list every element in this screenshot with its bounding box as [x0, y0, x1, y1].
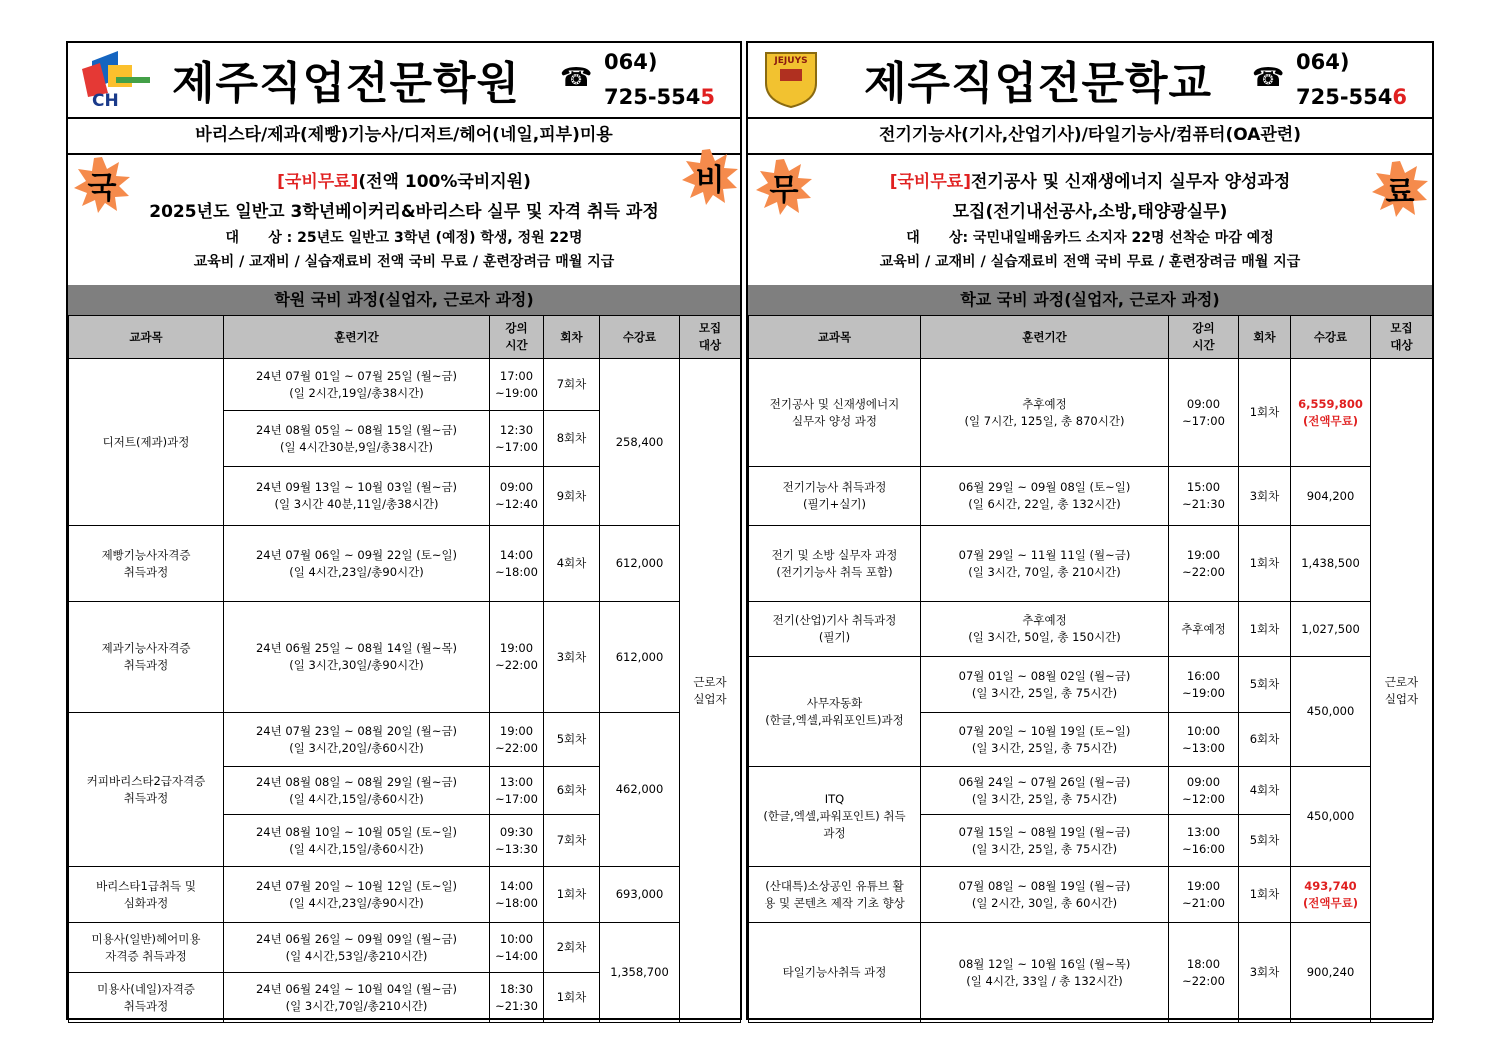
- course-name: 제빵기능사자격증 취득과정: [69, 526, 224, 602]
- phone-main: 725-554: [1296, 85, 1393, 109]
- time: 16:00 ~19:00: [1169, 657, 1239, 713]
- time: 19:00 ~22:00: [1169, 526, 1239, 602]
- phone-icon: ☎: [1252, 63, 1285, 93]
- round: 1회차: [1239, 359, 1291, 467]
- fee: 612,000: [600, 526, 680, 602]
- school-course-table: [748, 315, 1433, 1023]
- period: 24년 07월 23일 ~ 08월 20일 (월~금) (일 3시간,20일/총60시간): [224, 713, 490, 767]
- academy-logo-text: CH: [92, 91, 119, 111]
- round: 3회차: [1239, 467, 1291, 526]
- period: 추후예정 (일 7시간, 125일, 총 870시간): [921, 359, 1169, 467]
- academy-panel: [66, 41, 742, 1020]
- header-round: 회차: [544, 316, 600, 359]
- course-name: 전기 및 소방 실무자 과정 (전기기능사 취득 포함): [749, 526, 921, 602]
- fee: 1,438,500: [1291, 526, 1371, 602]
- round: 7회차: [544, 815, 600, 867]
- burst-badge-right: 료: [1372, 161, 1428, 217]
- table-row: [749, 526, 1433, 602]
- round: 5회차: [1239, 657, 1291, 713]
- header-hours: 강의 시간: [1169, 316, 1239, 359]
- academy-promo: [68, 155, 740, 287]
- period: 08월 12일 ~ 10월 16일 (월~목) (일 4시간, 33일 / 총 132시간): [921, 923, 1169, 1023]
- promo-tag: [국비무료]: [889, 172, 971, 192]
- course-name: 전기공사 및 신재생에너지 실무자 양성 과정: [749, 359, 921, 467]
- period: 07월 15일 ~ 08월 19일 (월~금) (일 3시간, 25일, 총 75시간): [921, 815, 1169, 867]
- table-row: [69, 526, 741, 602]
- academy-phone: [604, 49, 715, 111]
- promo-line-3: 대 상 : 25년도 일반고 3학년 (예정) 학생, 정원 22명: [225, 230, 583, 246]
- fee: 493,740 (전액무료): [1291, 867, 1371, 923]
- round: 6회차: [544, 767, 600, 815]
- school-promo: [748, 155, 1432, 287]
- time: 19:00 ~22:00: [490, 713, 544, 767]
- period: 추후예정 (일 3시간, 50일, 총 150시간): [921, 602, 1169, 657]
- period: 24년 09월 13일 ~ 10월 03일 (월~금) (일 3시간 40분,11일/총38시간): [224, 467, 490, 526]
- course-name: 사무자동화 (한글,엑셀,파워포인트)과정: [749, 657, 921, 767]
- fee: 900,240: [1291, 923, 1371, 1023]
- course-name: 타일기능사취득 과정: [749, 923, 921, 1023]
- header-hours: 강의 시간: [490, 316, 544, 359]
- header-period: 훈련기간: [224, 316, 490, 359]
- table-row: [749, 467, 1433, 526]
- fee: 462,000: [600, 713, 680, 867]
- round: 3회차: [544, 602, 600, 713]
- time: 09:00 ~12:40: [490, 467, 544, 526]
- fee: 693,000: [600, 867, 680, 923]
- course-name: (산대특)소상공인 유튜브 활 용 및 콘텐츠 제작 기초 향상: [749, 867, 921, 923]
- table-row: [749, 657, 1433, 713]
- period: 07월 20일 ~ 10월 19일 (토~일) (일 3시간, 25일, 총 75시간): [921, 713, 1169, 767]
- school-header: [748, 43, 1432, 119]
- time: 14:00 ~18:00: [490, 867, 544, 923]
- time: 14:00 ~18:00: [490, 526, 544, 602]
- period: 24년 06월 25일 ~ 08월 14일 (월~목) (일 3시간,30일/총90시간): [224, 602, 490, 713]
- academy-section-title: 학원 국비 과정(실업자, 근로자 과정): [68, 285, 740, 317]
- time: 10:00 ~13:00: [1169, 713, 1239, 767]
- academy-header: [68, 43, 740, 119]
- period: 07월 08일 ~ 08월 19일 (월~금) (일 2시간, 30일, 총 60시간): [921, 867, 1169, 923]
- fee: 258,400: [600, 359, 680, 526]
- time: 12:30 ~17:00: [490, 411, 544, 467]
- table-row: [749, 359, 1433, 467]
- phone-last-digit: 6: [1392, 85, 1408, 109]
- table-row: [749, 602, 1433, 657]
- header-target: 모집 대상: [680, 316, 741, 359]
- period: 24년 08월 10일 ~ 10월 05일 (토~일) (일 4시간,15일/총60시간): [224, 815, 490, 867]
- period: 06월 24일 ~ 07월 26일 (월~금) (일 3시간, 25일, 총 75시간): [921, 767, 1169, 815]
- time: 09:00 ~12:00: [1169, 767, 1239, 815]
- course-name: 커피바리스타2급자격증 취득과정: [69, 713, 224, 867]
- table-row: [749, 867, 1433, 923]
- header-fee: 수강료: [1291, 316, 1371, 359]
- period: 24년 07월 20일 ~ 10월 12일 (토~일) (일 4시간,23일/총90시간): [224, 867, 490, 923]
- time: 18:30 ~21:30: [490, 973, 544, 1023]
- fee: 904,200: [1291, 467, 1371, 526]
- fee: 612,000: [600, 602, 680, 713]
- academy-subtitle: 바리스타/제과(제빵)기능사/디저트/헤어(네일,피부)미용: [68, 117, 740, 155]
- time: 09:00 ~17:00: [1169, 359, 1239, 467]
- school-section-title: 학교 국비 과정(실업자, 근로자 과정): [748, 285, 1432, 317]
- course-name: 미용사(일반)헤어미용 자격증 취득과정: [69, 923, 224, 973]
- round: 1회차: [544, 867, 600, 923]
- school-phone: [1296, 49, 1407, 111]
- time: 13:00 ~16:00: [1169, 815, 1239, 867]
- table-header-row: [749, 316, 1433, 359]
- table-row: [749, 923, 1433, 1023]
- time: 18:00 ~22:00: [1169, 923, 1239, 1023]
- school-logo-text: JEJUYS: [774, 56, 808, 66]
- table-row: [749, 767, 1433, 815]
- round: 5회차: [1239, 815, 1291, 867]
- phone-area: 064): [1296, 50, 1350, 74]
- school-panel: [746, 41, 1434, 1020]
- academy-logo: [78, 49, 150, 111]
- period: 06월 29일 ~ 09월 08일 (토~일) (일 6시간, 22일, 총 132시간): [921, 467, 1169, 526]
- header-period: 훈련기간: [921, 316, 1169, 359]
- time: 19:00 ~22:00: [490, 602, 544, 713]
- table-row: [69, 602, 741, 713]
- period: 24년 07월 06일 ~ 09월 22일 (토~일) (일 4시간,23일/총90시간): [224, 526, 490, 602]
- promo-line-2: 모집(전기내선공사,소방,태양광실무): [952, 202, 1228, 222]
- round: 4회차: [1239, 767, 1291, 815]
- course-name: 디저트(제과)과정: [69, 359, 224, 526]
- round: 1회차: [1239, 867, 1291, 923]
- round: 7회차: [544, 359, 600, 411]
- academy-course-table: [68, 315, 741, 1023]
- period: 24년 06월 24일 ~ 10월 04일 (월~금) (일 3시간,70일/총210시간): [224, 973, 490, 1023]
- round: 4회차: [544, 526, 600, 602]
- course-name: ITQ (한글,엑셀,파워포인트) 취득 과정: [749, 767, 921, 867]
- period: 24년 08월 05일 ~ 08월 15일 (월~금) (일 4시간30분,9일/총38시간): [224, 411, 490, 467]
- target: 근로자 실업자: [680, 359, 741, 1023]
- academy-title: 제주직업전문학원: [172, 58, 521, 109]
- course-name: 전기(산업)기사 취득과정 (필기): [749, 602, 921, 657]
- round: 2회차: [544, 923, 600, 973]
- course-name: 전기기능사 취득과정 (필기+실기): [749, 467, 921, 526]
- period: 24년 06월 26일 ~ 09월 09일 (월~금) (일 4시간,53일/총210시간): [224, 923, 490, 973]
- burst-badge-left: 국: [74, 157, 130, 213]
- table-row: [69, 867, 741, 923]
- round: 1회차: [1239, 602, 1291, 657]
- header-fee: 수강료: [600, 316, 680, 359]
- fee: 450,000: [1291, 657, 1371, 767]
- phone-main: 725-554: [604, 85, 701, 109]
- course-name: 미용사(네일)자격증 취득과정: [69, 973, 224, 1023]
- fee: 450,000: [1291, 767, 1371, 867]
- round: 3회차: [1239, 923, 1291, 1023]
- round: 8회차: [544, 411, 600, 467]
- time: 19:00 ~21:00: [1169, 867, 1239, 923]
- round: 9회차: [544, 467, 600, 526]
- fee: 1,358,700: [600, 923, 680, 1023]
- promo-line-4: 교육비 / 교재비 / 실습재료비 전액 국비 무료 / 훈련장려금 매월 지급: [193, 254, 615, 270]
- phone-last-digit: 5: [700, 85, 716, 109]
- round: 5회차: [544, 713, 600, 767]
- round: 1회차: [1239, 526, 1291, 602]
- burst-badge-right: 비: [682, 149, 738, 205]
- time: 17:00 ~19:00: [490, 359, 544, 411]
- header-round: 회차: [1239, 316, 1291, 359]
- time: 추후예정: [1169, 602, 1239, 657]
- table-row: [69, 713, 741, 767]
- header-course: 교과목: [69, 316, 224, 359]
- period: 07월 01일 ~ 08월 02일 (월~금) (일 3시간, 25일, 총 75시간): [921, 657, 1169, 713]
- time: 13:00 ~17:00: [490, 767, 544, 815]
- period: 24년 08월 08일 ~ 08월 29일 (월~금) (일 4시간,15일/총60시간): [224, 767, 490, 815]
- promo-line-3: 대 상: 국민내일배움카드 소지자 22명 선착순 마감 예정: [906, 230, 1274, 246]
- period: 07월 29일 ~ 11월 11일 (월~금) (일 3시간, 70일, 총 210시간): [921, 526, 1169, 602]
- round: 6회차: [1239, 713, 1291, 767]
- round: 1회차: [544, 973, 600, 1023]
- course-name: 바리스타1급취득 및 심화과정: [69, 867, 224, 923]
- period: 24년 07월 01일 ~ 07월 25일 (월~금) (일 2시간,19일/총38시간): [224, 359, 490, 411]
- fee: 1,027,500: [1291, 602, 1371, 657]
- school-logo: [762, 49, 820, 109]
- promo-line-1: [국비무료]전기공사 및 신재생에너지 실무자 양성과정: [889, 172, 1291, 192]
- table-row: [69, 359, 741, 411]
- target: 근로자 실업자: [1371, 359, 1433, 1023]
- phone-area: 064): [604, 50, 658, 74]
- time: 09:30 ~13:30: [490, 815, 544, 867]
- table-header-row: [69, 316, 741, 359]
- phone-icon: ☎: [560, 63, 593, 93]
- promo-line-4: 교육비 / 교재비 / 실습재료비 전액 국비 무료 / 훈련장려금 매월 지급: [879, 254, 1301, 270]
- burst-badge-left: 무: [756, 159, 812, 215]
- promo-tag: [국비무료]: [277, 172, 359, 192]
- school-title: 제주직업전문학교: [864, 58, 1213, 109]
- time: 10:00 ~14:00: [490, 923, 544, 973]
- course-name: 제과기능사자격증 취득과정: [69, 602, 224, 713]
- time: 15:00 ~21:30: [1169, 467, 1239, 526]
- fee: 6,559,800 (전액무료): [1291, 359, 1371, 467]
- header-target: 모집 대상: [1371, 316, 1433, 359]
- table-row: [69, 923, 741, 973]
- school-subtitle: 전기기능사(기사,산업기사)/타일기능사/컴퓨터(OA관련): [748, 117, 1432, 155]
- promo-line-2: 2025년도 일반고 3학년베이커리&바리스타 실무 및 자격 취득 과정: [149, 202, 659, 222]
- header-course: 교과목: [749, 316, 921, 359]
- promo-line-1: [국비무료](전액 100%국비지원): [277, 172, 531, 192]
